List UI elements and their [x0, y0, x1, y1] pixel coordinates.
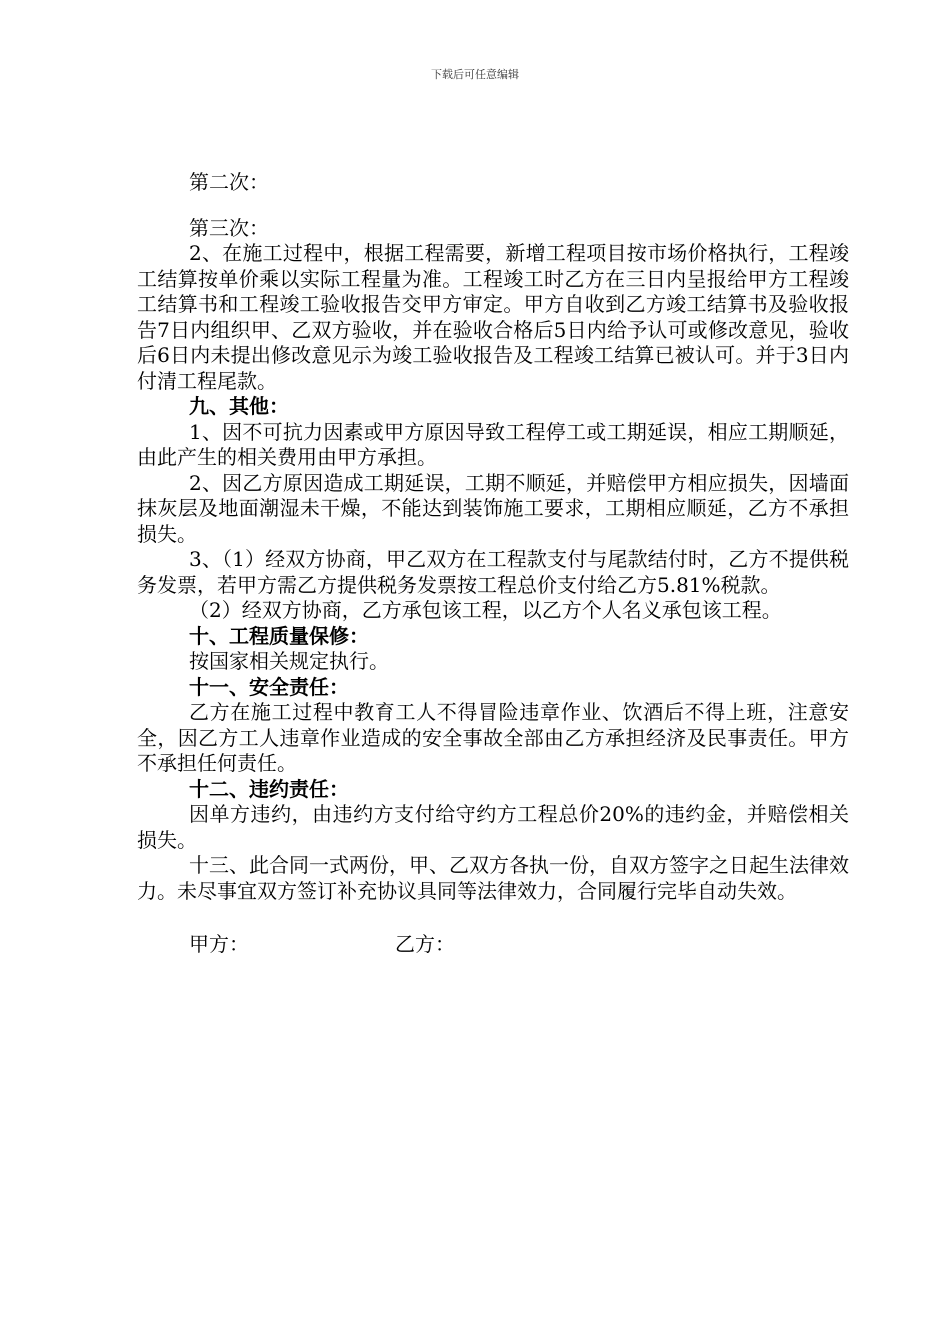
clause-8-2: 2、在施工过程中，根据工程需要，新增工程项目按市场价格执行，工程竣工结算按单价乘以实际工程量为准。工程竣工时乙方在三日内呈报给甲方工程竣工结算书和工程竣工验收报告交甲方审定。甲方自收到乙方竣工结算书及验收报告7日内组织甲、乙双方验收，并在验收合格后5日内给予认可或修改意见，验收后6日内未提出修改意见示为竣工验收报告及工程竣工结算已被认可。并于3日内付清工程尾款。	[137, 241, 849, 393]
section-10-heading: 十、工程质量保修：	[189, 623, 369, 648]
clause-9-3: 3、（1）经双方协商，甲乙双方在工程款支付与尾款结付时，乙方不提供税务发票，若甲方需乙方提供税务发票按工程总价支付给乙方5.81%税款。	[137, 547, 849, 597]
page-header-note: 下载后可任意编辑	[431, 68, 519, 81]
party-a-signature-label: 甲方：	[189, 932, 249, 956]
contract-body	[137, 170, 849, 958]
section-13-text: 十三、此合同一式两份，甲、乙双方各执一份，自双方签字之日起生法律效力。未尽事宜双方签订补充协议具同等法律效力，合同履行完毕自动失效。	[137, 853, 849, 903]
spacer	[137, 904, 849, 932]
payment-second: 第二次：	[189, 170, 269, 194]
payment-third: 第三次：	[189, 215, 269, 240]
clause-9-3-2: （2）经双方协商，乙方承包该工程，以乙方个人名义承包该工程。	[189, 598, 782, 622]
section-9-heading: 九、其他：	[189, 394, 289, 418]
party-b-signature-label: 乙方：	[395, 932, 455, 956]
spacer	[137, 196, 849, 216]
section-10-text: 按国家相关规定执行。	[189, 649, 389, 673]
section-11-heading: 十一、安全责任：	[189, 674, 349, 699]
section-12-heading: 十二、违约责任：	[189, 776, 349, 801]
section-12-text: 因单方违约，由违约方支付给守约方工程总价20%的违约金，并赔偿相关损失。	[137, 802, 849, 852]
section-11-text: 乙方在施工过程中教育工人不得冒险违章作业、饮酒后不得上班，注意安全，因乙方工人违章作业造成的安全事故全部由乙方承担经济及民事责任。甲方不承担任何责任。	[137, 700, 849, 775]
clause-9-2: 2、因乙方原因造成工期延误，工期不顺延，并赔偿甲方相应损失，因墙面抹灰层及地面潮湿未干燥，不能达到装饰施工要求，工期相应顺延，乙方不承担损失。	[137, 470, 849, 546]
signature-line	[137, 932, 849, 958]
clause-9-1: 1、因不可抗力因素或甲方原因导致工程停工或工期延误，相应工期顺延，由此产生的相关费用由甲方承担。	[137, 419, 849, 469]
